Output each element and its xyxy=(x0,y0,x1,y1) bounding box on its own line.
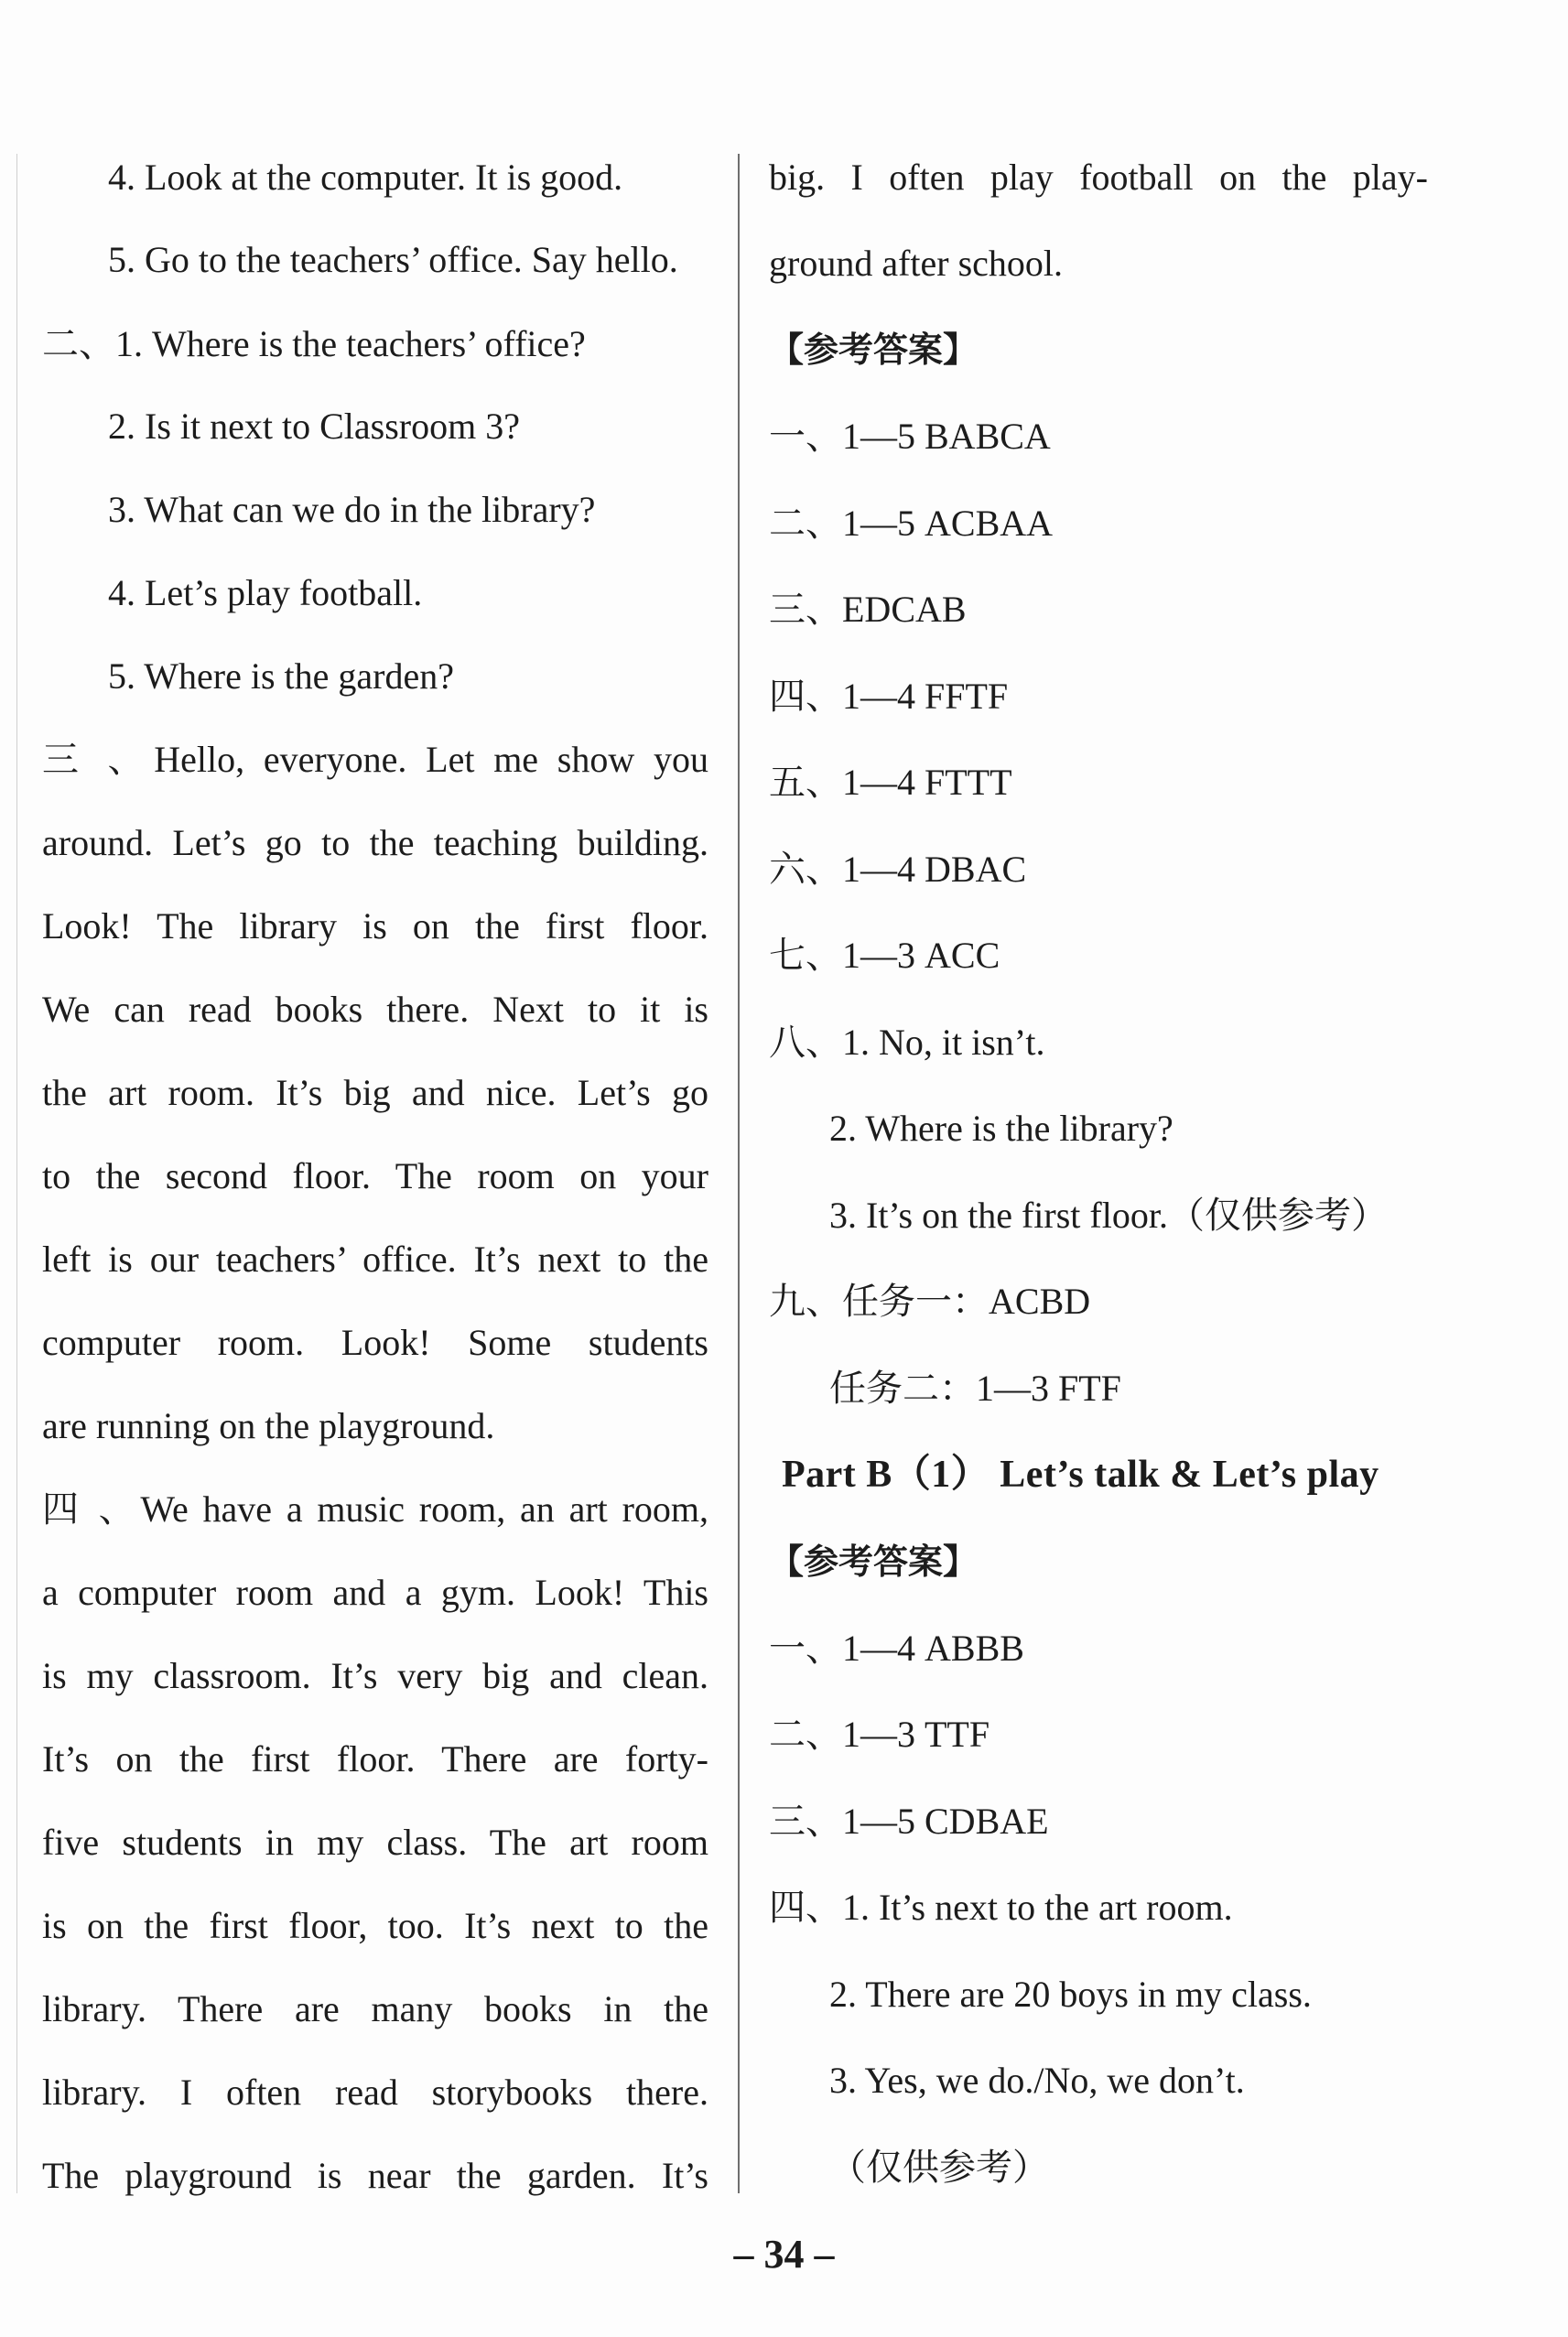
paragraph-line: is my classroom. It’s very big and clean. xyxy=(42,1655,708,1696)
left-edge-rule xyxy=(16,154,17,2193)
paragraph-line: Look! The library is on the first floor. xyxy=(42,905,708,947)
text-line: 4. Look at the computer. It is good. xyxy=(108,157,623,198)
text-line: 2. Is it next to Classroom 3? xyxy=(108,406,520,447)
answer-line: 五、1—4 FTTT xyxy=(769,762,1012,803)
answer-line: 九、任务一：ACBD xyxy=(769,1281,1091,1322)
text-line: 二、1. Where is the teachers’ office? xyxy=(42,323,586,364)
paragraph-line: is on the first floor, too. It’s next to the xyxy=(42,1905,708,1946)
text-line: 5. Go to the teachers’ office. Say hello. xyxy=(108,239,678,280)
answer-line: 一、1—5 BABCA xyxy=(769,416,1051,457)
paragraph-line: We can read books there. Next to it is xyxy=(42,989,708,1030)
paragraph-line: around. Let’s go to the teaching building. xyxy=(42,822,708,863)
paragraph-line: a computer room and a gym. Look! This xyxy=(42,1572,708,1613)
paragraph-line: ground after school. xyxy=(769,243,1064,284)
answer-line: 二、1—5 ACBAA xyxy=(769,503,1054,544)
answer-line: 二、1—3 TTF xyxy=(769,1714,990,1755)
paragraph-line: to the second floor. The room on your xyxy=(42,1155,708,1196)
paragraph-line: 三 、Hello, everyone. Let me show you xyxy=(42,739,708,780)
paragraph-line: library. There are many books in the xyxy=(42,1988,708,2029)
answer-line: 六、1—4 DBAC xyxy=(769,849,1027,890)
answer-line: 四、1. It’s next to the art room. xyxy=(769,1887,1233,1928)
answer-heading: 【参考答案】 xyxy=(769,1542,979,1582)
text-line: 3. What can we do in the library? xyxy=(108,489,596,530)
answer-line: 3. It’s on the first floor.（仅供参考） xyxy=(829,1195,1388,1236)
paragraph-line: library. I often read storybooks there. xyxy=(42,2072,708,2113)
page-number: – 34 – xyxy=(733,2232,835,2277)
paragraph-line: are running on the playground. xyxy=(42,1405,495,1446)
paragraph-line: big. I often play football on the play- xyxy=(769,157,1428,198)
answer-line: 八、1. No, it isn’t. xyxy=(769,1022,1045,1063)
answer-line: 2. There are 20 boys in my class. xyxy=(829,1974,1312,2015)
section-title: Part B（1） Let’s talk & Let’s play xyxy=(782,1454,1379,1496)
answer-heading: 【参考答案】 xyxy=(769,330,979,370)
paragraph-line: five students in my class. The art room xyxy=(42,1822,708,1863)
paragraph-line: the art room. It’s big and nice. Let’s go xyxy=(42,1072,708,1113)
column-divider xyxy=(738,154,740,2193)
answer-line: 三、1—5 CDBAE xyxy=(769,1801,1049,1842)
answer-line: 一、1—4 ABBB xyxy=(769,1628,1024,1669)
paragraph-line: 四 、We have a music room, an art room, xyxy=(42,1488,708,1530)
answer-line: 四、1—4 FFTF xyxy=(769,676,1009,717)
answer-line: 任务二：1—3 FTF xyxy=(829,1368,1121,1409)
paragraph-line: The playground is near the garden. It’s xyxy=(42,2155,708,2196)
answer-line: 2. Where is the library? xyxy=(829,1108,1173,1149)
text-line: 5. Where is the garden? xyxy=(108,655,454,697)
answer-line: 三、EDCAB xyxy=(769,589,967,630)
answer-line: 3. Yes, we do./No, we don’t. xyxy=(829,2060,1245,2101)
answer-line: （仅供参考） xyxy=(829,2147,1049,2188)
paragraph-line: left is our teachers’ office. It’s next to the xyxy=(42,1239,708,1280)
paragraph-line: It’s on the first floor. There are forty- xyxy=(42,1738,708,1780)
paragraph-line: computer room. Look! Some students xyxy=(42,1322,708,1363)
text-line: 4. Let’s play football. xyxy=(108,572,423,613)
answer-line: 七、1—3 ACC xyxy=(769,935,1000,976)
